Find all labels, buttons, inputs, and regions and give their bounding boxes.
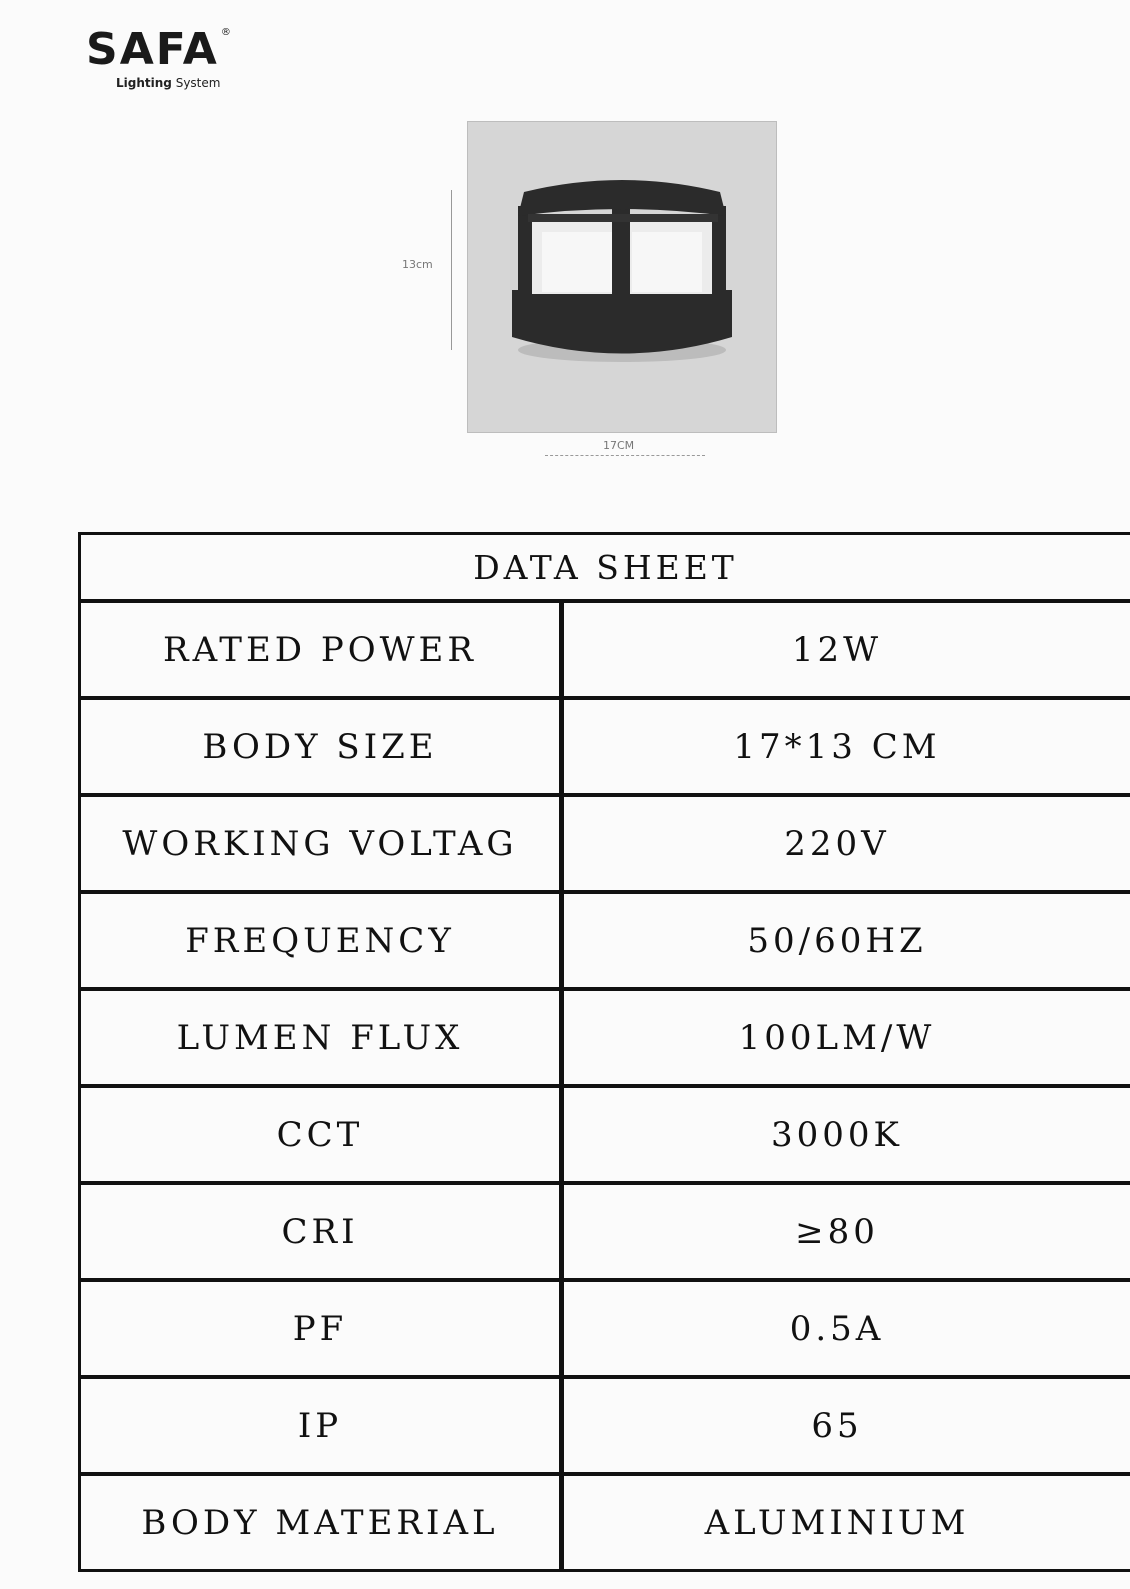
spec-label: PF <box>81 1282 564 1375</box>
width-dimension-label: 17CM <box>603 439 635 452</box>
spec-value: 12W <box>791 629 883 670</box>
spec-label: CCT <box>81 1088 564 1181</box>
table-row <box>81 894 1130 991</box>
spec-label: LUMEN FLUX <box>81 991 564 1084</box>
spec-value: 65 <box>811 1405 863 1446</box>
spec-label: FREQUENCY <box>81 894 564 987</box>
spec-value: ALUMINIUM <box>704 1502 970 1543</box>
data-sheet-table <box>78 532 1130 1572</box>
spec-value: 0.5A <box>789 1308 885 1349</box>
height-dimension-label: 13cm <box>402 258 433 271</box>
table-row <box>81 797 1130 894</box>
product-photo <box>467 121 777 433</box>
table-row <box>81 1476 1130 1569</box>
spec-label: RATED POWER <box>81 603 564 696</box>
table-row <box>81 1088 1130 1185</box>
spec-value: 50/60HZ <box>747 920 927 961</box>
spec-value: 220V <box>784 823 890 864</box>
spec-value: 3000K <box>771 1114 903 1155</box>
brand-logo <box>86 24 276 90</box>
height-dimension-line <box>451 190 452 350</box>
width-dimension-line <box>545 455 705 456</box>
table-row <box>81 603 1130 700</box>
table-row <box>81 700 1130 797</box>
spec-label: BODY SIZE <box>81 700 564 793</box>
table-row <box>81 1282 1130 1379</box>
brand-tagline: Lighting System <box>116 76 221 90</box>
bollard-lamp-image <box>468 122 776 432</box>
table-row <box>81 991 1130 1088</box>
spec-label: WORKING VOLTAG <box>81 797 564 890</box>
brand-name: SAFA ® <box>86 24 233 75</box>
table-row <box>81 1185 1130 1282</box>
data-sheet-title: DATA SHEET <box>81 535 1130 603</box>
spec-value: 17*13 CM <box>733 726 941 767</box>
spec-label: BODY MATERIAL <box>81 1476 564 1569</box>
spec-value: 100LM/W <box>738 1017 936 1058</box>
table-row <box>81 1379 1130 1476</box>
spec-value: ≥80 <box>795 1211 879 1252</box>
spec-label: IP <box>81 1379 564 1472</box>
spec-label: CRI <box>81 1185 564 1278</box>
